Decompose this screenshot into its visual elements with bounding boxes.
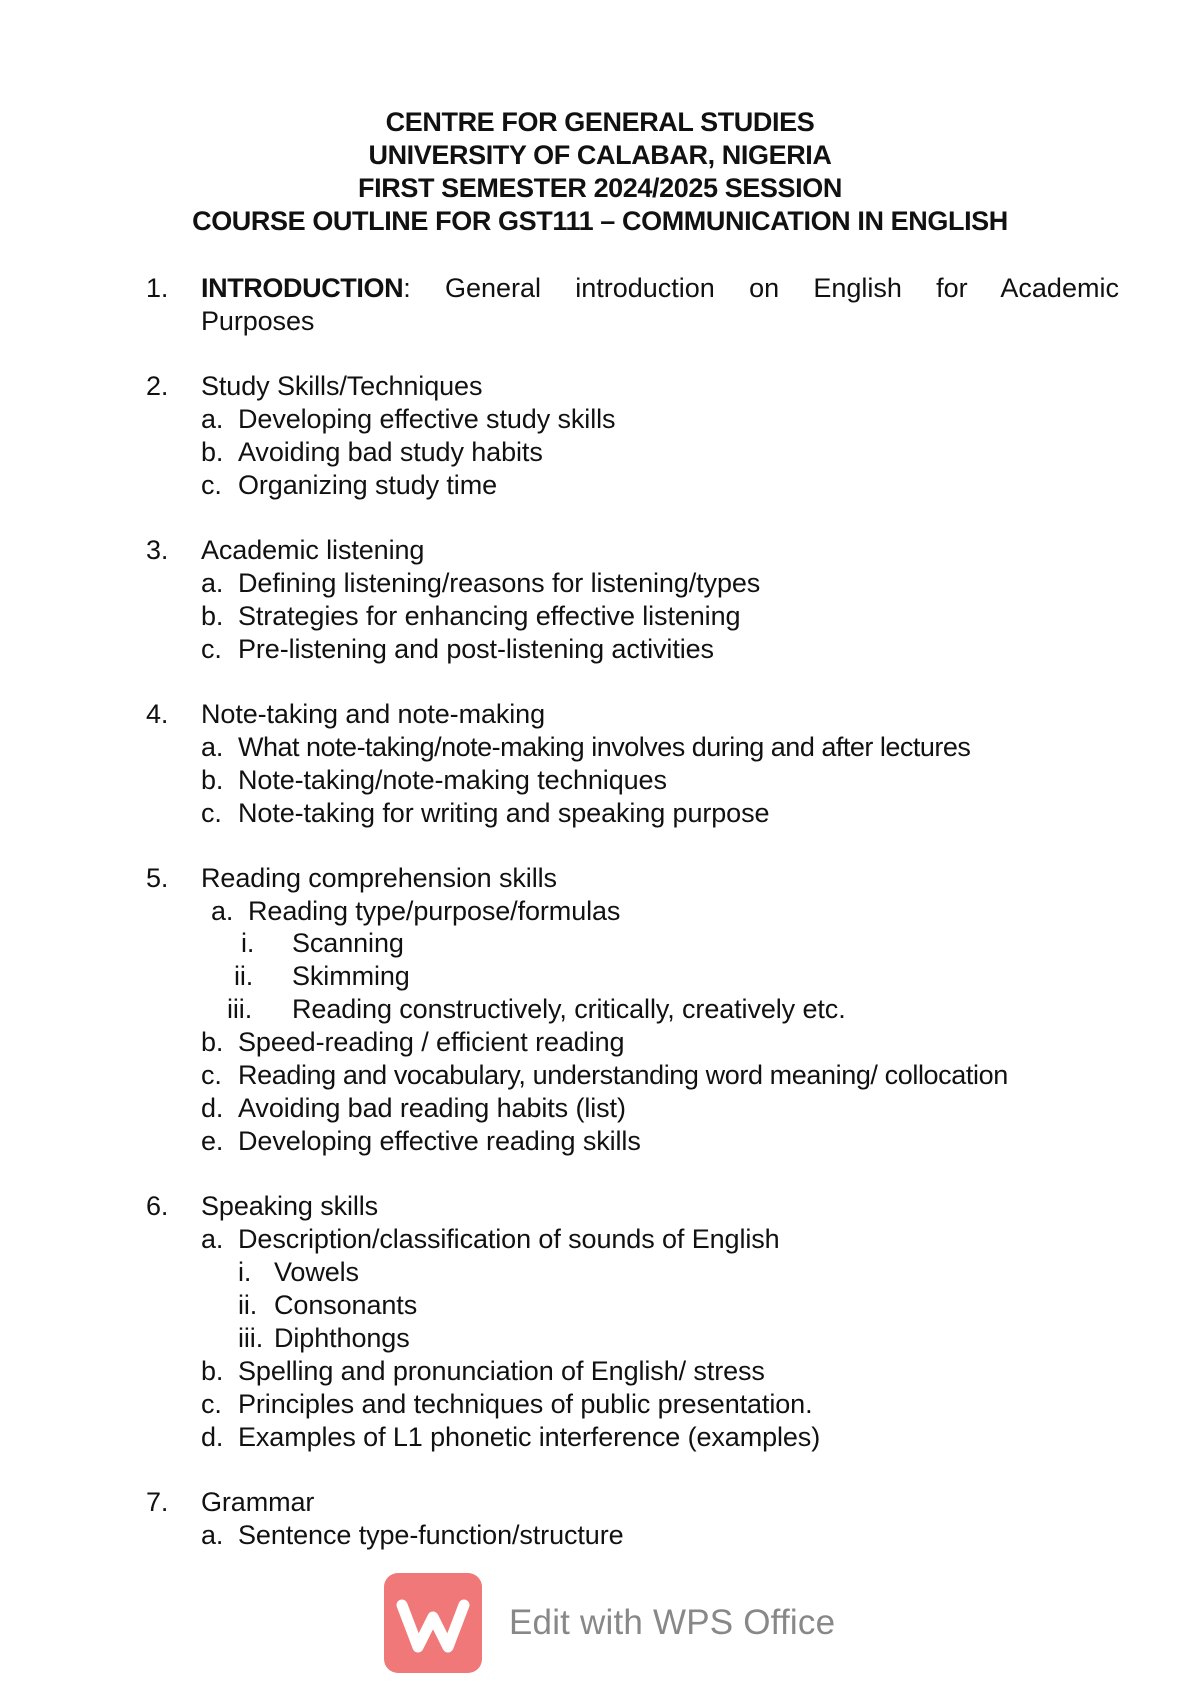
list-marker: c. [201,798,222,828]
list-marker: c. [201,470,222,500]
list-item: Scanning [292,928,404,958]
list-marker: a. [201,1224,224,1254]
list-marker: c. [201,1389,222,1419]
list-item: What note-taking/note-making involves during and after lectures [238,732,971,762]
list-item: Vowels [274,1257,359,1287]
item-2-title: Study Skills/Techniques [201,371,483,401]
list-marker: a. [201,1520,224,1550]
item-1-continuation: Purposes [201,306,315,336]
header-university: UNIVERSITY OF CALABAR, NIGERIA [368,140,832,170]
list-item: Organizing study time [238,470,498,500]
list-item: Consonants [274,1290,418,1320]
list-item: Note-taking for writing and speaking purpose [238,798,770,828]
roman-marker: ii. [238,1290,258,1320]
wps-logo-icon [384,1573,482,1673]
item-1-text: INTRODUCTION: General introduction on English for Academic [201,273,1119,303]
list-marker: d. [201,1093,224,1123]
header-course-outline: COURSE OUTLINE FOR GST111 – COMMUNICATION IN ENGLISH [192,206,1008,236]
list-item: Speed-reading / efficient reading [238,1027,625,1057]
roman-marker: i. [241,928,255,958]
list-item: Pre-listening and post-listening activities [238,634,714,664]
item-1-number: 1. [146,273,169,303]
list-item: Sentence type-function/structure [238,1520,624,1550]
list-marker: b. [201,1027,224,1057]
item-7-number: 7. [146,1487,169,1517]
list-marker: a. [201,568,224,598]
list-marker: b. [201,1356,224,1386]
list-marker: d. [201,1422,224,1452]
intro-label: INTRODUCTION [201,273,404,303]
item-3-title: Academic listening [201,535,425,565]
item-5-number: 5. [146,863,169,893]
list-marker: a. [201,732,224,762]
wps-edit-label: Edit with WPS Office [509,1603,836,1642]
wps-watermark[interactable] [384,1573,884,1673]
list-marker: b. [201,765,224,795]
list-marker: a. [201,404,224,434]
item-2-number: 2. [146,371,169,401]
item-3-number: 3. [146,535,169,565]
item-6-number: 6. [146,1191,169,1221]
list-item: Developing effective reading skills [238,1126,641,1156]
roman-marker: iii. [227,994,253,1024]
list-item: Strategies for enhancing effective listening [238,601,741,631]
list-item: Examples of L1 phonetic interference (examples) [238,1422,821,1452]
item-7-title: Grammar [201,1487,315,1517]
list-item: Spelling and pronunciation of English/ stress [238,1356,765,1386]
header-semester: FIRST SEMESTER 2024/2025 SESSION [358,173,842,203]
list-item: Reading and vocabulary, understanding word meaning/ collocation [238,1060,1008,1090]
list-item: Developing effective study skills [238,404,616,434]
list-item: Description/classification of sounds of English [238,1224,780,1254]
item-6-title: Speaking skills [201,1191,379,1221]
header-centre: CENTRE FOR GENERAL STUDIES [385,107,815,137]
list-marker: c. [201,634,222,664]
roman-marker: i. [238,1257,252,1287]
list-item: Defining listening/reasons for listening/types [238,568,761,598]
list-item: Reading type/purpose/formulas [248,896,621,926]
document-header [0,106,1200,238]
list-marker: c. [201,1060,222,1090]
list-marker: b. [201,601,224,631]
list-item: Principles and techniques of public presentation. [238,1389,813,1419]
list-item: Avoiding bad study habits [238,437,543,467]
list-item: Skimming [292,961,410,991]
roman-marker: iii. [238,1323,264,1353]
list-item: Note-taking/note-making techniques [238,765,667,795]
list-marker: a. [211,896,234,926]
roman-marker: ii. [234,961,254,991]
list-marker: e. [201,1126,224,1156]
list-marker: b. [201,437,224,467]
item-4-number: 4. [146,699,169,729]
list-item: Reading constructively, critically, creatively etc. [292,994,846,1024]
item-4-title: Note-taking and note-making [201,699,546,729]
item-5-title: Reading comprehension skills [201,863,557,893]
list-item: Avoiding bad reading habits (list) [238,1093,626,1123]
list-item: Diphthongs [274,1323,410,1353]
